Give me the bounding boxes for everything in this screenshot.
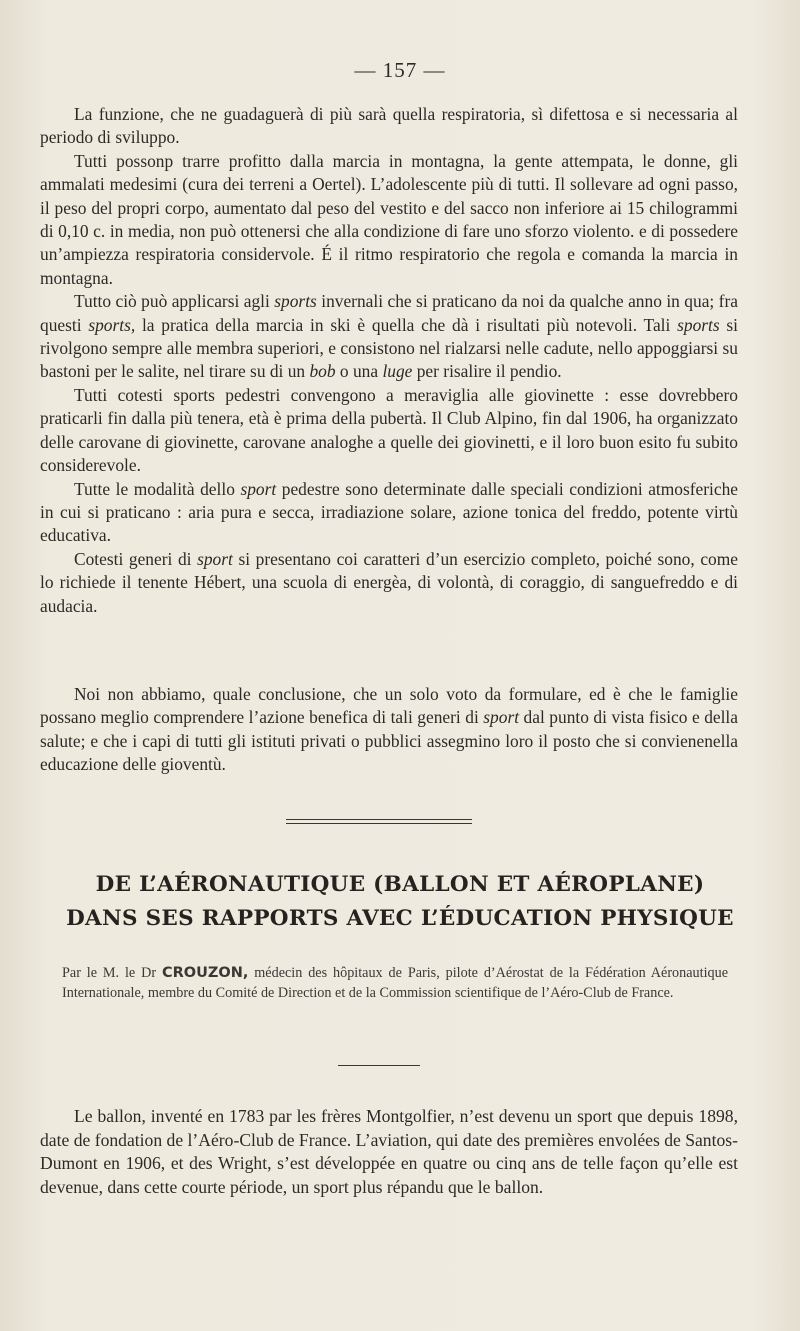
section-divider-double-rule: [286, 819, 472, 824]
text-run: dal punto di vista fisico e della salute; e che i capi di tutti gli istituti privati o pubblici assegmino loro il posto che si convienenella educazione delle gioventù.: [40, 707, 738, 775]
text-run: La funzione, che ne guadaguerà di più sarà quella respiratoria, sì difettosa e si necessaria al periodo di sviluppo.: [40, 104, 738, 148]
text-run: pedestre sono determinate dalle speciali condizioni atmosferiche in cui si praticano : aria pura e secca, irradiazione solare, azione tonica del freddo, potente virtù educativa.: [40, 478, 738, 546]
text-run: Tutti cotesti sports pedestri convengono a meraviglia alle giovinette : esse dovrebbero praticarli fin dalla più tenera, età è prima della pubertà. Il Club Alpino, fin dal 1906, ha organizzato delle carovane di giovinette, carovane analoghe a quelle dei giovinetti, e il loro buon esito fu subito considerevole.: [40, 384, 738, 476]
body-paragraph: [40, 683, 738, 777]
text-run: o una: [335, 361, 383, 382]
intro-paragraph: Le ballon, inventé en 1783 par les frères Montgolfier, n’est devenu un sport que depuis 1898, date de fondation de l’Aéro-Club de France. L’aviation, qui date des premières envolées de Santos-Dumont en 1906, et des Wright, s’est développée en quatre ou cinq ans de telle façon qu’elle est devenue, dans cette courte période, un sport plus répandu que le ballon.: [40, 1106, 738, 1197]
italic-term: bob: [309, 361, 336, 382]
body-paragraph: [40, 384, 738, 478]
text-run: Tutto ciò può applicarsi agli: [74, 291, 275, 312]
french-article-intro: [40, 1105, 738, 1199]
text-run: Tutte le modalità dello: [74, 478, 241, 499]
conclusion-paragraph: [40, 683, 738, 777]
text-run: la pratica della marcia in ski è quella che dà i risultati più notevoli. Tali: [135, 314, 678, 335]
body-paragraph: [40, 150, 738, 290]
italic-term: sport: [483, 707, 520, 728]
author-byline: [62, 963, 728, 1003]
italic-term: sports: [677, 314, 720, 335]
article-title-line-1: DE L’AÉRONAUTIQUE (BALLON ET AÉROPLANE): [95, 872, 705, 897]
text-run: invernali che si praticano da noi da qualche anno in qua; fra questi: [40, 291, 738, 335]
text-run: Tutti possonp trarre profitto dalla marcia in montagna, la gente attempata, le donne, gli ammalati medesimi (cura dei terreni a Oertel). L’adolescente più di tutti. Il sollevare ad ogni passo, il peso del propri corpo, aumentato dal peso del vestito e del sacco non inferiore ai 15 chilogrammi di 0,10 c. in media, non può ottenersi che alla condizione di fare uno sforzo violento. e di possedere un’ampiezza respiratoria considervole. É il ritmo respiratorio che regola e comanda la marcia in montagna.: [40, 150, 738, 288]
text-run: si rivolgono sempre alle membra superiori, e consistono nel rialzarsi nelle cadute, nello appoggiarsi su bastoni per le salite, nel tirare su di un: [40, 314, 739, 382]
byline-credentials: médecin des hôpitaux de Paris, pilote d’Aérostat de la Fédération Aéronautique Internationale, membre du Comité de Direction et de la Commission scientifique de l’Aéro-Club de France.: [62, 965, 728, 1001]
italic-term: sport: [197, 548, 233, 569]
text-run: si presentano coi caratteri d’un esercizio completo, poiché sono, come lo richiede il tenente Hébert, una scuola di energèa, di volontà, di coraggio, di sanguefreddo e di audacia.: [40, 548, 738, 616]
author-name: CROUZON,: [161, 965, 249, 981]
italian-article-text: [40, 103, 738, 618]
text-run: Cotesti generi di: [74, 548, 198, 569]
title-underline-rule: [338, 1065, 420, 1066]
byline-prefix: Par le M. le Dr: [62, 965, 162, 981]
italic-term: sport: [240, 478, 277, 499]
text-run: Noi non abbiamo, quale conclusione, che un solo voto da formulare, ed è che le famiglie possano meglio comprendere l’azione benefica di tali generi di: [40, 684, 738, 728]
body-paragraph: [40, 103, 738, 150]
italic-term: sports,: [88, 314, 136, 335]
body-paragraph: [40, 478, 738, 548]
article-title-line-2: DANS SES RAPPORTS AVEC L’ÉDUCATION PHYSIQUE: [66, 906, 734, 931]
italic-term: luge: [382, 361, 413, 382]
article-title: [40, 868, 760, 936]
body-paragraph: [40, 548, 738, 618]
body-paragraph: [40, 290, 738, 384]
text-run: per risalire il pendio.: [412, 361, 562, 382]
page-number: — 157 —: [354, 58, 446, 82]
italic-term: sports: [274, 291, 317, 312]
